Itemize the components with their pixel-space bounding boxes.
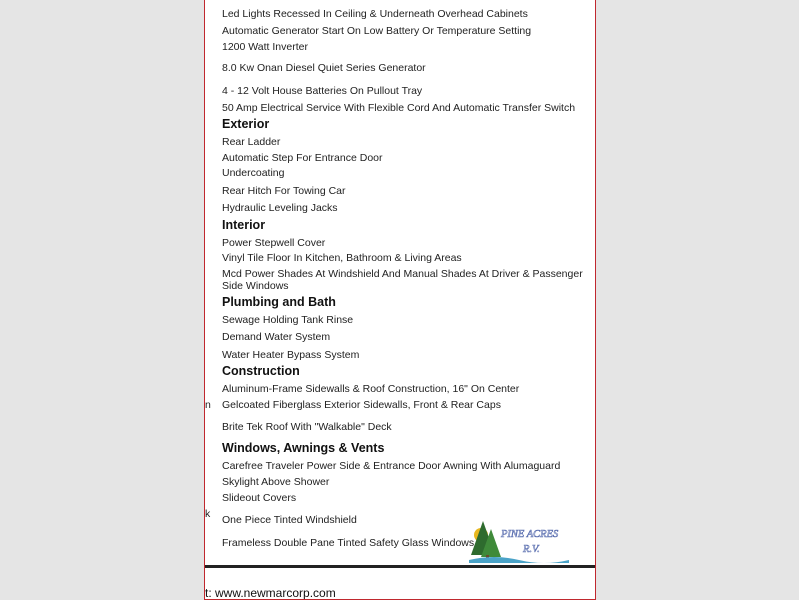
- heading-exterior: Exterior: [222, 117, 270, 131]
- feature-windshield: One Piece Tinted Windshield: [222, 514, 357, 526]
- feature-demand-water: Demand Water System: [222, 331, 331, 343]
- footer-divider: [205, 565, 595, 568]
- feature-aluminum-frame: Aluminum-Frame Sidewalls & Roof Construction, 16" On Center: [222, 383, 520, 395]
- feature-electrical-service: 50 Amp Electrical Service With Flexible Cord And Automatic Transfer Switch: [222, 102, 576, 114]
- pine-acres-logo: [469, 519, 569, 563]
- feature-inverter: 1200 Watt Inverter: [222, 41, 308, 53]
- feature-onan-generator: 8.0 Kw Onan Diesel Quiet Series Generator: [222, 62, 426, 74]
- heading-construction: Construction: [222, 364, 300, 378]
- feature-power-shades: Mcd Power Shades At Windshield And Manual Shades At Driver & Passenger Side Windows: [222, 268, 583, 292]
- edge-fragment: k: [205, 508, 211, 520]
- feature-rear-ladder: Rear Ladder: [222, 136, 281, 148]
- edge-fragment: n: [205, 399, 211, 411]
- feature-awning: Carefree Traveler Power Side & Entrance Door Awning With Alumaguard: [222, 460, 561, 472]
- feature-entrance-step: Automatic Step For Entrance Door: [222, 152, 383, 164]
- feature-brite-tek-roof: Brite Tek Roof With "Walkable" Deck: [222, 421, 392, 433]
- document-page: [204, 0, 596, 600]
- feature-heater-bypass: Water Heater Bypass System: [222, 349, 360, 361]
- feature-stepwell-cover: Power Stepwell Cover: [222, 237, 326, 249]
- heading-windows: Windows, Awnings & Vents: [222, 441, 385, 455]
- feature-vinyl-tile: Vinyl Tile Floor In Kitchen, Bathroom & Living Areas: [222, 252, 462, 264]
- feature-leveling-jacks: Hydraulic Leveling Jacks: [222, 202, 338, 214]
- heading-plumbing: Plumbing and Bath: [222, 295, 336, 309]
- feature-skylight: Skylight Above Shower: [222, 476, 330, 488]
- feature-undercoating: Undercoating: [222, 167, 285, 179]
- logo-text-line2: R.V.: [523, 544, 540, 555]
- logo-water-icon: [469, 557, 569, 563]
- feature-generator-start: Automatic Generator Start On Low Battery Or Temperature Setting: [222, 25, 532, 37]
- feature-slideout-covers: Slideout Covers: [222, 492, 297, 504]
- heading-interior: Interior: [222, 218, 266, 232]
- feature-fiberglass-sidewalls: Gelcoated Fiberglass Exterior Sidewalls, Front & Rear Caps: [222, 399, 501, 411]
- feature-led-lights: Led Lights Recessed In Ceiling & Underneath Overhead Cabinets: [222, 8, 528, 20]
- feature-rear-hitch: Rear Hitch For Towing Car: [222, 185, 346, 197]
- feature-tank-rinse: Sewage Holding Tank Rinse: [222, 314, 354, 326]
- feature-glass-windows: Frameless Double Pane Tinted Safety Glass Windows: [222, 537, 475, 549]
- logo-text-line1: PINE ACRES: [501, 529, 559, 540]
- feature-house-batteries: 4 - 12 Volt House Batteries On Pullout Tray: [222, 85, 423, 97]
- footer-url: t: www.newmarcorp.com: [205, 586, 336, 600]
